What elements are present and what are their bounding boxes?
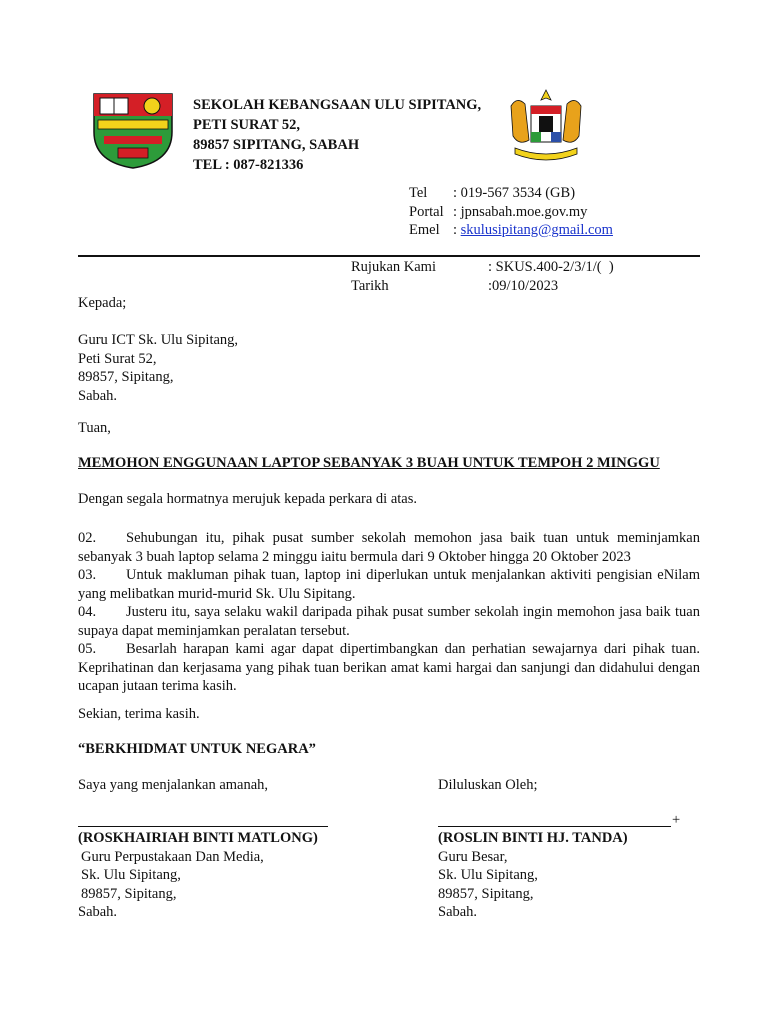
paragraph-number: 03. [78, 567, 97, 583]
right-signature-line [438, 826, 671, 827]
salutation: Tuan, [78, 420, 111, 436]
school-name: SEKOLAH KEBANGSAAN ULU SIPITANG, [193, 97, 482, 113]
ref-value: : SKUS.400-2/3/1/( ) [488, 259, 614, 275]
plus-mark: + [672, 812, 681, 828]
left-signatory-name: (ROSKHAIRIAH BINTI MATLONG) [78, 830, 318, 846]
left-signatory-line: Sk. Ulu Sipitang, [81, 867, 181, 883]
date-label: Tarikh [351, 277, 389, 294]
left-sign-intro: Saya yang menjalankan amanah, [78, 777, 269, 793]
date-value: :09/10/2023 [488, 277, 559, 294]
ref-label: Rujukan Kami [351, 259, 436, 275]
portal-label: Portal [409, 203, 444, 220]
coat-of-arms-logo [505, 86, 587, 166]
letterhead [193, 95, 481, 175]
left-signature-line [78, 826, 328, 827]
paragraph-05 [78, 640, 700, 696]
paragraph-02 [78, 529, 700, 566]
letter-body [78, 529, 700, 696]
paragraph-text: Besarlah harapan kami agar dapat dipertimbangkan dan perhatian sewajarnya dari pihak tuan. Keprihatinan dan kerjasama yang pihak tuan berikan amat kami hargai dan sanjungi dan didahului dengan ucapan jutaan terima kasih. [78, 641, 700, 694]
opening-line: Dengan segala hormatnya merujuk kepada perkara di atas. [78, 491, 417, 507]
reference-block [351, 258, 614, 295]
to-label: Kepada; [78, 295, 127, 311]
recipient-line: Guru ICT Sk. Ulu Sipitang, [78, 332, 239, 348]
contact-block [409, 184, 613, 240]
portal-value: : jpnsabah.moe.gov.my [453, 203, 588, 220]
paragraph-04 [78, 603, 700, 640]
recipient-address [78, 331, 238, 405]
right-signatory-line: Sk. Ulu Sipitang, [438, 867, 538, 883]
motto: “BERKHIDMAT UNTUK NEGARA” [78, 741, 316, 757]
school-phone: TEL : 087-821336 [193, 157, 304, 173]
school-logo [92, 92, 174, 170]
paragraph-text: Justeru itu, saya selaku wakil daripada pihak pusat sumber sekolah ingin memohon jasa baik tuan supaya dapat meminjamkan peralatan tersebut. [78, 604, 700, 639]
header-divider [78, 255, 700, 257]
left-signatory-line: 89857, Sipitang, [81, 885, 177, 902]
right-signatory [438, 829, 628, 922]
paragraph-text: Untuk makluman pihak tuan, laptop ini diperlukan untuk menjalankan aktiviti pengisian eNilam yang melibatkan murid-murid Sk. Ulu Sipitang. [78, 567, 700, 602]
paragraph-number: 02. [78, 530, 97, 546]
recipient-line: Sabah. [78, 387, 118, 404]
left-signatory-line: Sabah. [78, 904, 118, 920]
tel-label: Tel [409, 185, 428, 201]
letter-subject: MEMOHON ENGGUNAAN LAPTOP SEBANYAK 3 BUAH UNTUK TEMPOH 2 MINGGU [78, 455, 660, 471]
address-line-1: PETI SURAT 52, [193, 117, 301, 133]
tel-value: : 019-567 3534 (GB) [453, 185, 576, 201]
email-prefix: : [453, 222, 461, 238]
left-signatory [78, 829, 318, 922]
right-signatory-line: Guru Besar, [438, 848, 508, 865]
paragraph-number: 04. [78, 604, 97, 620]
right-signatory-name: (ROSLIN BINTI HJ. TANDA) [438, 830, 628, 846]
paragraph-03 [78, 566, 700, 603]
email-label: Emel [409, 222, 440, 238]
left-signatory-line: Guru Perpustakaan Dan Media, [81, 848, 264, 865]
recipient-line: Peti Surat 52, [78, 350, 157, 367]
right-signatory-line: Sabah. [438, 904, 478, 920]
email-link[interactable]: skulusipitang@gmail.com [460, 222, 613, 238]
right-sign-intro: Diluluskan Oleh; [438, 777, 538, 793]
right-signatory-line: 89857, Sipitang, [438, 885, 534, 902]
paragraph-number: 05. [78, 641, 97, 657]
recipient-line: 89857, Sipitang, [78, 369, 174, 385]
paragraph-text: Sehubungan itu, pihak pusat sumber sekolah memohon jasa baik tuan untuk meminjamkan sebanyak 3 buah laptop selama 2 minggu iaitu bermula dari 9 Oktober hingga 20 Oktober 2023 [78, 530, 700, 565]
address-line-2: 89857 SIPITANG, SABAH [193, 137, 360, 153]
closing-line: Sekian, terima kasih. [78, 706, 200, 722]
